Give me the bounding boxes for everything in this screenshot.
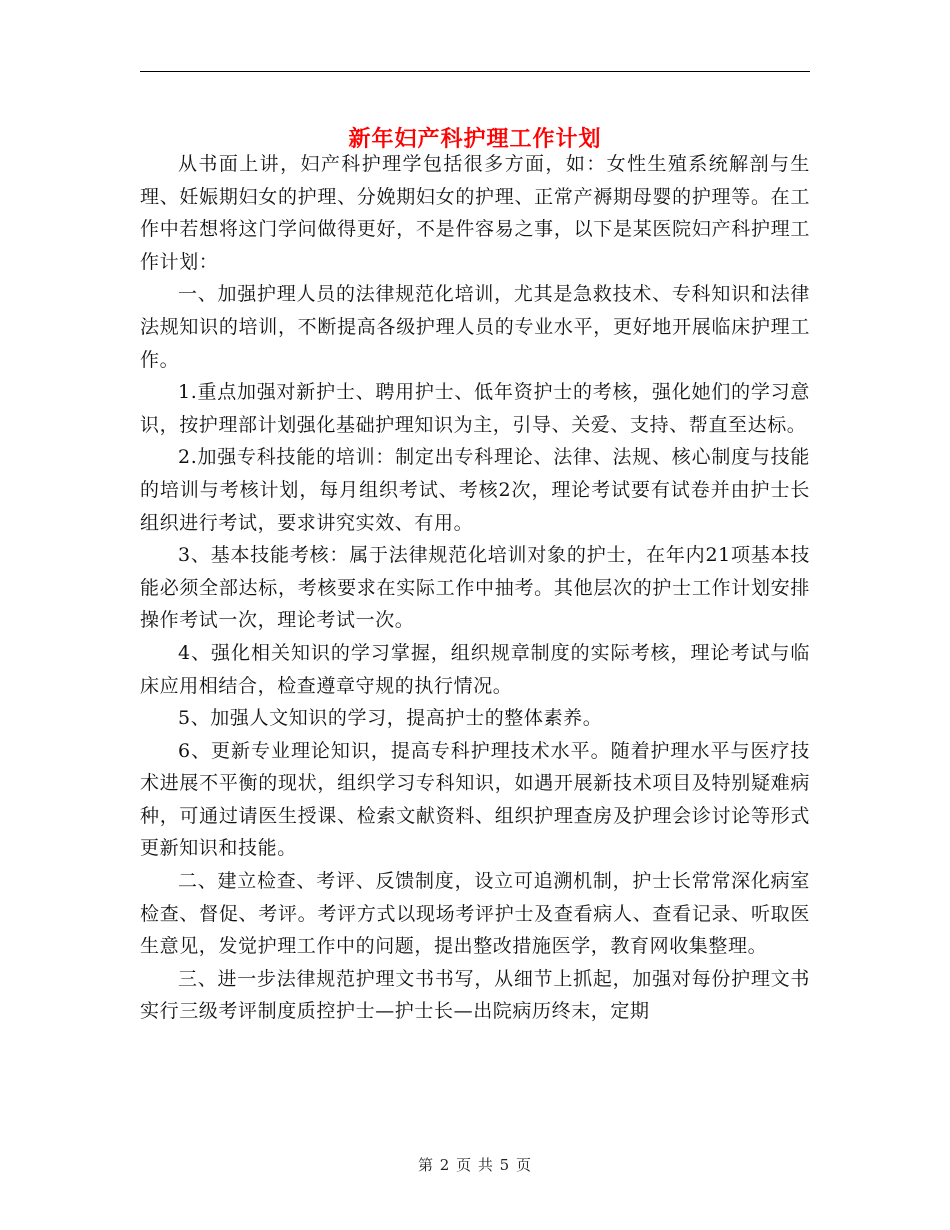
- paragraph-item-6: 6、更新专业理论知识，提高专科护理技术水平。随着护理水平与医疗技术进展不平衡的现状，组织学习专科知识，如遇开展新技术项目及特别疑难病种，可通过请医生授课、检索文献资料、组织护理查房及护理会诊讨论等形式更新知识和技能。: [140, 739, 810, 860]
- header-rule: [140, 71, 810, 72]
- paragraph-section-3: 三、进一步法律规范护理文书书写，从细节上抓起，加强对每份护理文书实行三级考评制度质控护士—护士长—出院病历终末，定期: [140, 967, 810, 1023]
- document-body: [140, 148, 810, 1028]
- paragraph-section-2: 二、建立检查、考评、反馈制度，设立可追溯机制，护士长常常深化病室检查、督促、考评。考评方式以现场考评护士及查看病人、查看记录、听取医生意见，发觉护理工作中的问题，提出整改措施医学，教育网收集整理。: [140, 870, 810, 958]
- paragraph-intro: 从书面上讲，妇产科护理学包括很多方面，如：女性生殖系统解剖与生理、妊娠期妇女的护理、分娩期妇女的护理、正常产褥期母婴的护理等。在工作中若想将这门学问做得更好，不是件容易之事，以下是某医院妇产科护理工作计划：: [140, 153, 810, 273]
- paragraph-item-5: 5、加强人文知识的学习，提高护士的整体素养。: [178, 707, 603, 730]
- paragraph-item-1: 1.重点加强对新护士、聘用护士、低年资护士的考核，强化她们的学习意识，按护理部计划强化基础护理知识为主，引导、关爱、支持、帮直至达标。: [140, 381, 810, 436]
- paragraph-item-3: 3、基本技能考核：属于法律规范化培训对象的护士，在年内21项基本技能必须全部达标，考核要求在实际工作中抽考。其他层次的护士工作计划安排操作考试一次，理论考试一次。: [140, 544, 810, 632]
- page-number: 第 2 页 共 5 页: [418, 1156, 532, 1174]
- document-title: 新年妇产科护理工作计划: [348, 125, 602, 152]
- paragraph-section-1: 一、加强护理人员的法律规范化培训，尤其是急救技术、专科知识和法律法规知识的培训，不断提高各级护理人员的专业水平，更好地开展临床护理工作。: [140, 283, 810, 371]
- paragraph-item-4: 4、强化相关知识的学习掌握，组织规章制度的实际考核，理论考试与临床应用相结合，检查遵章守规的执行情况。: [140, 641, 810, 697]
- paragraph-item-2: 2.加强专科技能的培训：制定出专科理论、法律、法规、核心制度与技能的培训与考核计划，每月组织考试、考核2次，理论考试要有试卷并由护士长组织进行考试，要求讲究实效、有用。: [140, 446, 810, 534]
